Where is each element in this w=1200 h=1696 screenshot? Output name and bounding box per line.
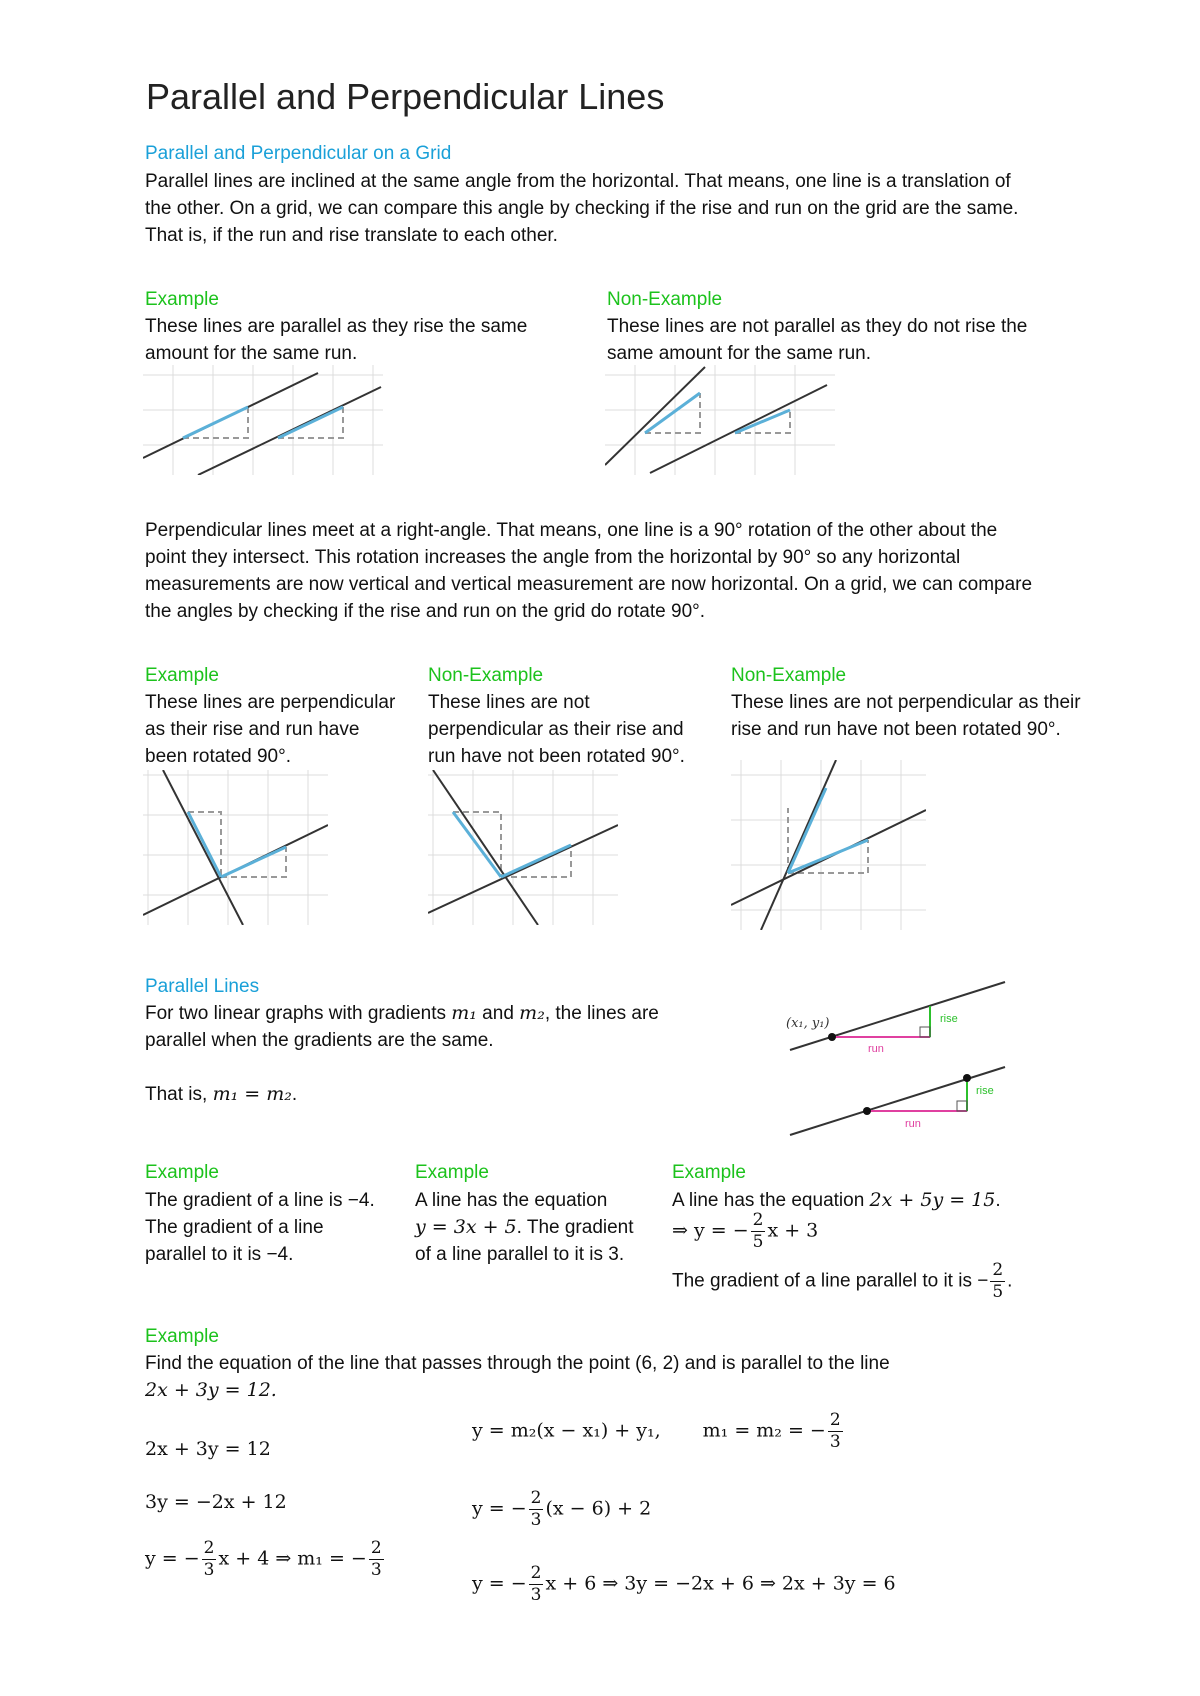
gradient-example3-line1: A line has the equation 2x + 5y = 15. [672,1189,1001,1211]
step-eq-1: 2x + 3y = 12 [145,1438,271,1460]
text-line: the other. On a grid, we can compare this angle by checking if the rise and run on the grid are the same. [145,198,1019,219]
rise-label-2: rise [976,1085,994,1097]
point-slope-eq: y = m₂(x − x₁) + y₁, m₁ = m₂ = − $\frac{2}{3}$ [472,1410,841,1452]
gradient-example1-label: Example [145,1162,219,1183]
gradient-example1-text [145,1187,375,1268]
text-line: parallel to it is −4. [145,1244,294,1265]
nonexample-label: Non-Example [607,289,723,310]
text-line: been rotated 90°. [145,746,291,767]
worked-example-question [145,1350,890,1404]
page-title: Parallel and Perpendicular Lines [146,76,665,117]
text-line: same amount for the same run. [607,343,872,364]
rise-run-diagram [780,970,1020,1140]
text-line: A line has the equation [415,1190,608,1211]
substituted-eq: y = − $\frac{2}{3}$ (x − 6) + 2 [472,1488,652,1530]
section-heading-parallel-lines: Parallel Lines [145,976,260,997]
text-line: These lines are not [428,692,590,713]
gradient-example2-text [415,1187,634,1268]
text-line: as their rise and run have [145,719,360,740]
point-label: (x₁, y₁) [786,1016,830,1031]
text-line: These lines are not parallel as they do not rise the [607,316,1028,337]
perp-nonexample2-diagram [731,760,926,930]
text-line: The gradient of a line [145,1217,324,1238]
perp-nonexample2-label: Non-Example [731,665,847,686]
text-line: parallel when the gradients are the same. [145,1030,494,1051]
text-line: These lines are not perpendicular as their [731,692,1081,713]
text-line: That is, if the run and rise translate to each other. [145,225,558,246]
perp-nonexample1-text [428,689,685,770]
step-eq-2: 3y = −2x + 12 [145,1491,287,1513]
run-label-2: run [905,1118,921,1130]
text-line: Perpendicular lines meet at a right-angle. That means, one line is a 90° rotation of the other about the [145,520,998,541]
text-line: Parallel lines are inclined at the same angle from the horizontal. That means, one line is a translation of [145,171,1011,192]
perp-nonexample1-diagram [428,770,618,925]
gradient-example3-rearranged: ⇒ y = − $\frac{2}{5}$ x + 3 [672,1210,819,1252]
text-line: point they intersect. This rotation increases the angle from the horizontal by 90° so any horizontal [145,547,961,568]
text-line: These lines are parallel as they rise the same [145,316,528,337]
final-answer-eq: y = − $\frac{2}{3}$ x + 6 ⇒ 3y = −2x + 6 ⇒ 2x + 3y = 6 [472,1563,896,1605]
step-eq-3: y = − $\frac{2}{3}$ x + 4 ⇒ m₁ = − $\frac{2}{3}$ [145,1538,382,1580]
gradient-example3-label: Example [672,1162,746,1183]
parallel-definition [145,1000,659,1054]
text-line: The gradient of a line is −4. [145,1190,375,1211]
perp-example-diagram [143,770,328,925]
text-line: y = 3x + 5. The gradient [415,1216,634,1238]
perp-nonexample2-text [731,689,1081,743]
text-line: amount for the same run. [145,343,358,364]
text-line: Find the equation of the line that passes through the point (6, 2) and is parallel to the line [145,1353,890,1374]
worked-example-label: Example [145,1326,219,1347]
parallel-intro [145,168,1105,249]
text-line: These lines are perpendicular [145,692,396,713]
text-line: perpendicular as their rise and [428,719,684,740]
gradient-example3-result: The gradient of a line parallel to it is − $\frac{2}{5}$ . [672,1260,1013,1302]
rise-label: rise [940,1013,958,1025]
text-line: run have not been rotated 90°. [428,746,685,767]
text-line: For two linear graphs with gradients m₁ and m₂, the lines are [145,1002,659,1024]
example-text [145,313,527,367]
parallel-example-diagram [143,365,383,475]
text-line: the angles by checking if the rise and run on the grid do rotate 90°. [145,601,706,622]
perpendicular-intro [145,517,1105,625]
that-is-line: That is, m₁ = m₂. [145,1083,298,1105]
text-line: 2x + 3y = 12. [145,1379,277,1401]
gradient-example2-label: Example [415,1162,489,1183]
text-line: rise and run have not been rotated 90°. [731,719,1061,740]
example-label: Example [145,289,219,310]
perp-example-label: Example [145,665,219,686]
nonexample-text [607,313,1027,367]
perp-example-text [145,689,395,770]
perp-nonexample1-label: Non-Example [428,665,544,686]
text-line: measurements are now vertical and vertical measurement are now horizontal. On a grid, we can compare [145,574,1033,595]
section-heading-grid: Parallel and Perpendicular on a Grid [145,143,452,164]
run-label: run [868,1043,884,1055]
text-line: of a line parallel to it is 3. [415,1244,625,1265]
parallel-nonexample-diagram [605,365,835,475]
